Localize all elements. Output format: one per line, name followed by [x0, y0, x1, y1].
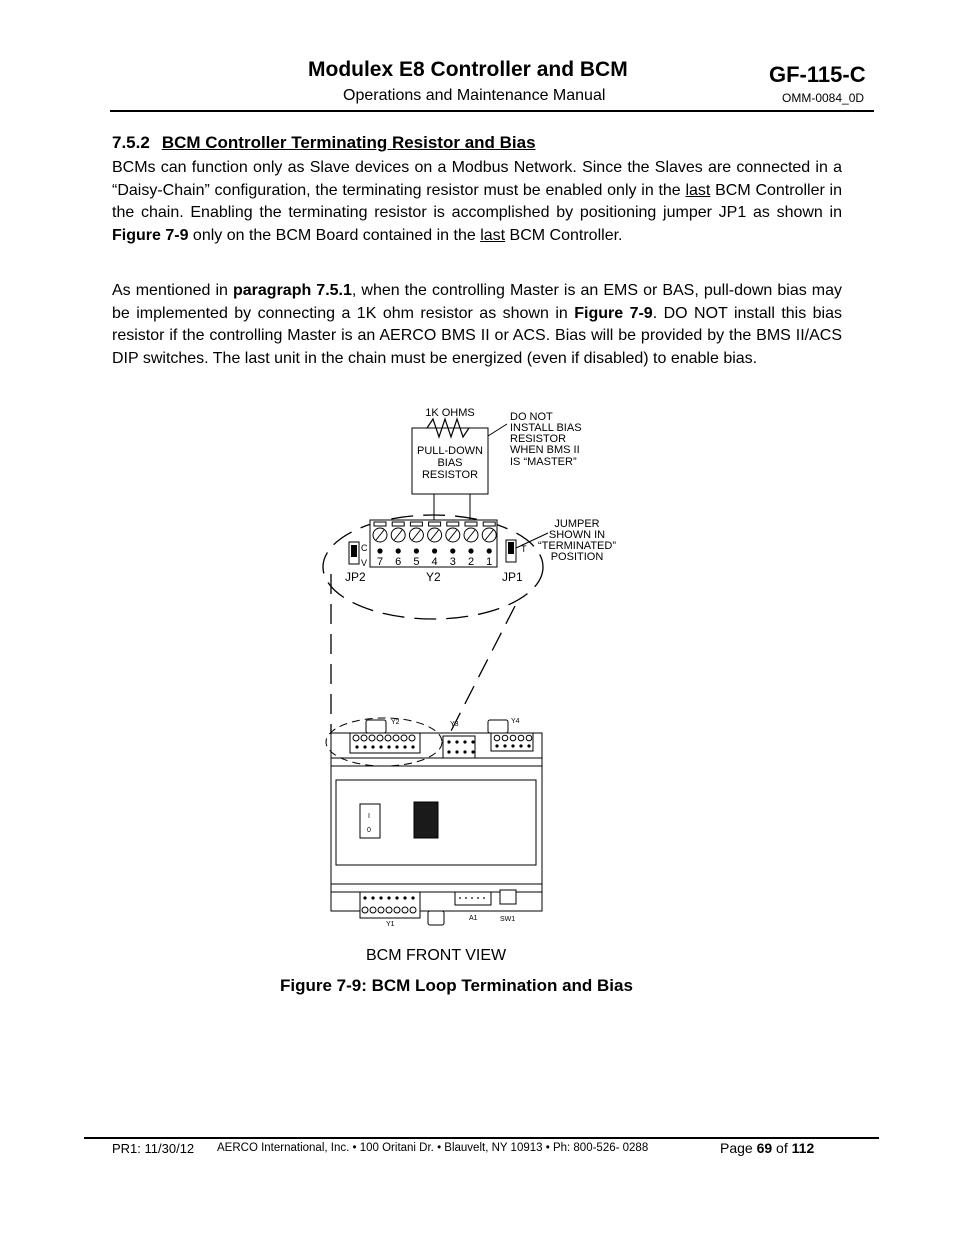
- page-total: 112: [791, 1140, 815, 1156]
- switch-on-label: I: [368, 813, 370, 820]
- terminal-number: 5: [413, 556, 420, 568]
- page-of: of: [772, 1140, 792, 1156]
- figure-reference: Figure 7-9: [112, 227, 189, 245]
- document-title: Modulex E8 Controller and BCM: [308, 58, 628, 81]
- front-a1-label: A1: [469, 915, 478, 922]
- front-a1-pin: [483, 897, 485, 899]
- projection-line-right: [450, 606, 515, 733]
- text-run: BCMs can function only as Slave devices on a Modbus Network. Since the Slaves are connected in a “Daisy-Chain” configuration, the terminating resistor must be enabled only in the: [112, 159, 842, 199]
- front-y4-label: Y4: [511, 718, 520, 725]
- terminal-tab: [392, 522, 404, 526]
- front-y4-pin: [503, 744, 506, 747]
- bcm-y3-block: [443, 736, 475, 758]
- front-y1-pin: [395, 896, 398, 899]
- jumper-note: JUMPER: [554, 518, 600, 530]
- warning-note: RESISTOR: [510, 433, 567, 445]
- warning-note: INSTALL BIAS: [510, 422, 582, 434]
- figure-view-caption: BCM FRONT VIEW: [366, 947, 507, 964]
- document-code: GF-115-C: [769, 62, 866, 87]
- front-y1-screw: [362, 907, 368, 913]
- jp2-c-label: C: [361, 543, 368, 553]
- terminal-tab: [429, 522, 441, 526]
- emphasis-underline: last: [685, 181, 711, 199]
- jp1-t-label: T: [521, 544, 527, 554]
- jumper-note: SHOWN IN: [548, 529, 606, 541]
- terminal-tab: [447, 522, 459, 526]
- text-run: . DO NOT install this bias resistor if the controlling Master is an AERCO BMS II or ACS. Bias will be provided by the BMS II/ACS DIP switches. The last unit in the chain must be energized (even if disabled) to enable bias.: [112, 304, 843, 368]
- front-y2-screw: [393, 735, 399, 741]
- terminal-number: 3: [449, 556, 456, 568]
- warning-note: IS “MASTER”: [510, 456, 577, 468]
- y2-label: Y2: [426, 570, 441, 584]
- front-y4-pin: [519, 744, 522, 747]
- terminal-number: 7: [376, 556, 384, 568]
- bcm-y1-block: [360, 892, 420, 918]
- footer-rule: [84, 1137, 879, 1139]
- pulldown-label: BIAS: [437, 457, 463, 469]
- page-number: 69: [756, 1140, 773, 1156]
- front-a1-pin: [477, 897, 479, 899]
- jumper-note: “TERMINATED”: [537, 540, 617, 552]
- figure-reference: Figure 7-9: [574, 304, 653, 322]
- text-run: BCM Controller.: [505, 227, 623, 245]
- terminal-pin: [487, 548, 492, 553]
- front-y2-pin: [395, 745, 398, 748]
- jp2-label: JP2: [345, 570, 366, 584]
- front-y4-screw: [526, 735, 532, 741]
- jp2-v-label: V: [361, 558, 368, 568]
- terminal-number: 2: [467, 556, 475, 568]
- front-y4-pin: [527, 744, 530, 747]
- text-run: BCM Controller in the chain. Enabling the terminating resistor is accomplished by positioning jumper JP1 as shown in: [112, 181, 843, 222]
- front-y3-pin: [455, 750, 458, 753]
- front-y1-screw: [410, 907, 416, 913]
- front-y1-screw: [386, 907, 392, 913]
- bcm-top-rail: [331, 758, 542, 766]
- emphasis-underline: last: [480, 227, 506, 245]
- front-y2-screw: [369, 735, 375, 741]
- section-title: BCM Controller Terminating Resistor and Bias: [161, 133, 536, 152]
- front-y4-screw: [494, 735, 500, 741]
- bcm-display: [414, 802, 438, 838]
- terminal-pin: [396, 548, 401, 553]
- terminal-number: 4: [431, 556, 438, 568]
- pulldown-label: RESISTOR: [421, 469, 479, 481]
- front-y4-pin: [495, 744, 498, 747]
- front-y1-pin: [371, 896, 374, 899]
- front-y2-label: Y2: [391, 719, 400, 726]
- front-y1-pin: [403, 896, 406, 899]
- front-y2-pin: [363, 745, 366, 748]
- front-y2-pin: [403, 745, 406, 748]
- terminal-pin: [450, 548, 455, 553]
- front-a1-pin: [465, 897, 467, 899]
- text-run: As mentioned in: [112, 282, 233, 299]
- terminal-pin: [377, 548, 382, 553]
- front-y3-pin: [455, 740, 458, 743]
- front-y2-pin: [371, 745, 374, 748]
- front-y2-screw: [401, 735, 407, 741]
- warning-note: DO NOT: [510, 411, 553, 423]
- terminal-pin: [432, 548, 437, 553]
- front-y1-screw: [370, 907, 376, 913]
- front-y2-pin: [387, 745, 390, 748]
- front-y1-screw: [402, 907, 408, 913]
- front-a1-pin: [459, 897, 461, 899]
- bcm-y4-tab: [488, 720, 508, 733]
- front-y3-pin: [471, 750, 474, 753]
- front-y3-pin: [447, 750, 450, 753]
- warning-note: WHEN BMS II: [510, 444, 580, 456]
- bcm-bottom-tab: [428, 911, 444, 925]
- front-y1-screw: [378, 907, 384, 913]
- jumper-note: POSITION: [550, 551, 604, 563]
- front-y4-screw: [518, 735, 524, 741]
- front-y3-pin: [463, 750, 466, 753]
- front-y3-label: Y3: [450, 721, 459, 728]
- bcm-y2-tab: [366, 720, 386, 733]
- front-y1-pin: [379, 896, 382, 899]
- front-y4-screw: [502, 735, 508, 741]
- jp1-label: JP1: [502, 570, 523, 584]
- front-y1-screw: [394, 907, 400, 913]
- front-y1-pin: [363, 896, 366, 899]
- front-y2-screw: [361, 735, 367, 741]
- front-y2-pin: [411, 745, 414, 748]
- terminal-tab: [410, 522, 422, 526]
- section-number: 7.5.2: [112, 133, 150, 152]
- front-y2-screw: [409, 735, 415, 741]
- front-sw1-label: SW1: [500, 916, 516, 923]
- front-y2-screw: [377, 735, 383, 741]
- front-y3-pin: [447, 740, 450, 743]
- document-revision: OMM-0084_0D: [782, 91, 865, 105]
- footer-company: AERCO International, Inc. • 100 Oritani Dr. • Blauvelt, NY 10913 • Ph: 800-526- 0288: [217, 1142, 649, 1154]
- figure-caption: Figure 7-9: BCM Loop Termination and Bias: [280, 976, 633, 995]
- text-run: only on the BCM Board contained in the: [188, 227, 481, 245]
- front-y1-pin: [411, 896, 414, 899]
- text-run: , when the controlling Master is an EMS or BAS, pull-down bias may be implemented by connecting a 1K ohm resistor as shown in: [112, 282, 843, 322]
- terminal-tab: [465, 522, 477, 526]
- terminal-tab: [483, 522, 495, 526]
- page-prefix: Page: [720, 1140, 757, 1156]
- terminal-number: 1: [486, 556, 493, 568]
- resistor-value-label: 1K OHMS: [425, 407, 475, 419]
- front-y1-label: Y1: [386, 921, 395, 928]
- front-y3-pin: [463, 740, 466, 743]
- front-y3-pin: [471, 740, 474, 743]
- front-a1-pin: [471, 897, 473, 899]
- front-y1-pin: [387, 896, 390, 899]
- footer-page: [720, 1140, 814, 1156]
- front-y4-pin: [511, 744, 514, 747]
- switch-off-label: 0: [367, 827, 371, 834]
- pulldown-label: PULL-DOWN: [416, 445, 484, 457]
- footer-revision: PR1: 11/30/12: [112, 1141, 195, 1156]
- front-y2-screw: [353, 735, 359, 741]
- terminal-pin: [468, 548, 473, 553]
- front-y2-screw: [385, 735, 391, 741]
- terminal-number: 6: [395, 556, 402, 568]
- terminal-tab: [374, 522, 386, 526]
- document-subtitle: Operations and Maintenance Manual: [343, 87, 606, 104]
- front-y4-screw: [510, 735, 516, 741]
- front-y2-pin: [355, 745, 358, 748]
- paragraph-reference: paragraph 7.5.1: [233, 282, 352, 299]
- front-y2-pin: [379, 745, 382, 748]
- terminal-pin: [414, 548, 419, 553]
- bcm-sw1: [500, 890, 516, 904]
